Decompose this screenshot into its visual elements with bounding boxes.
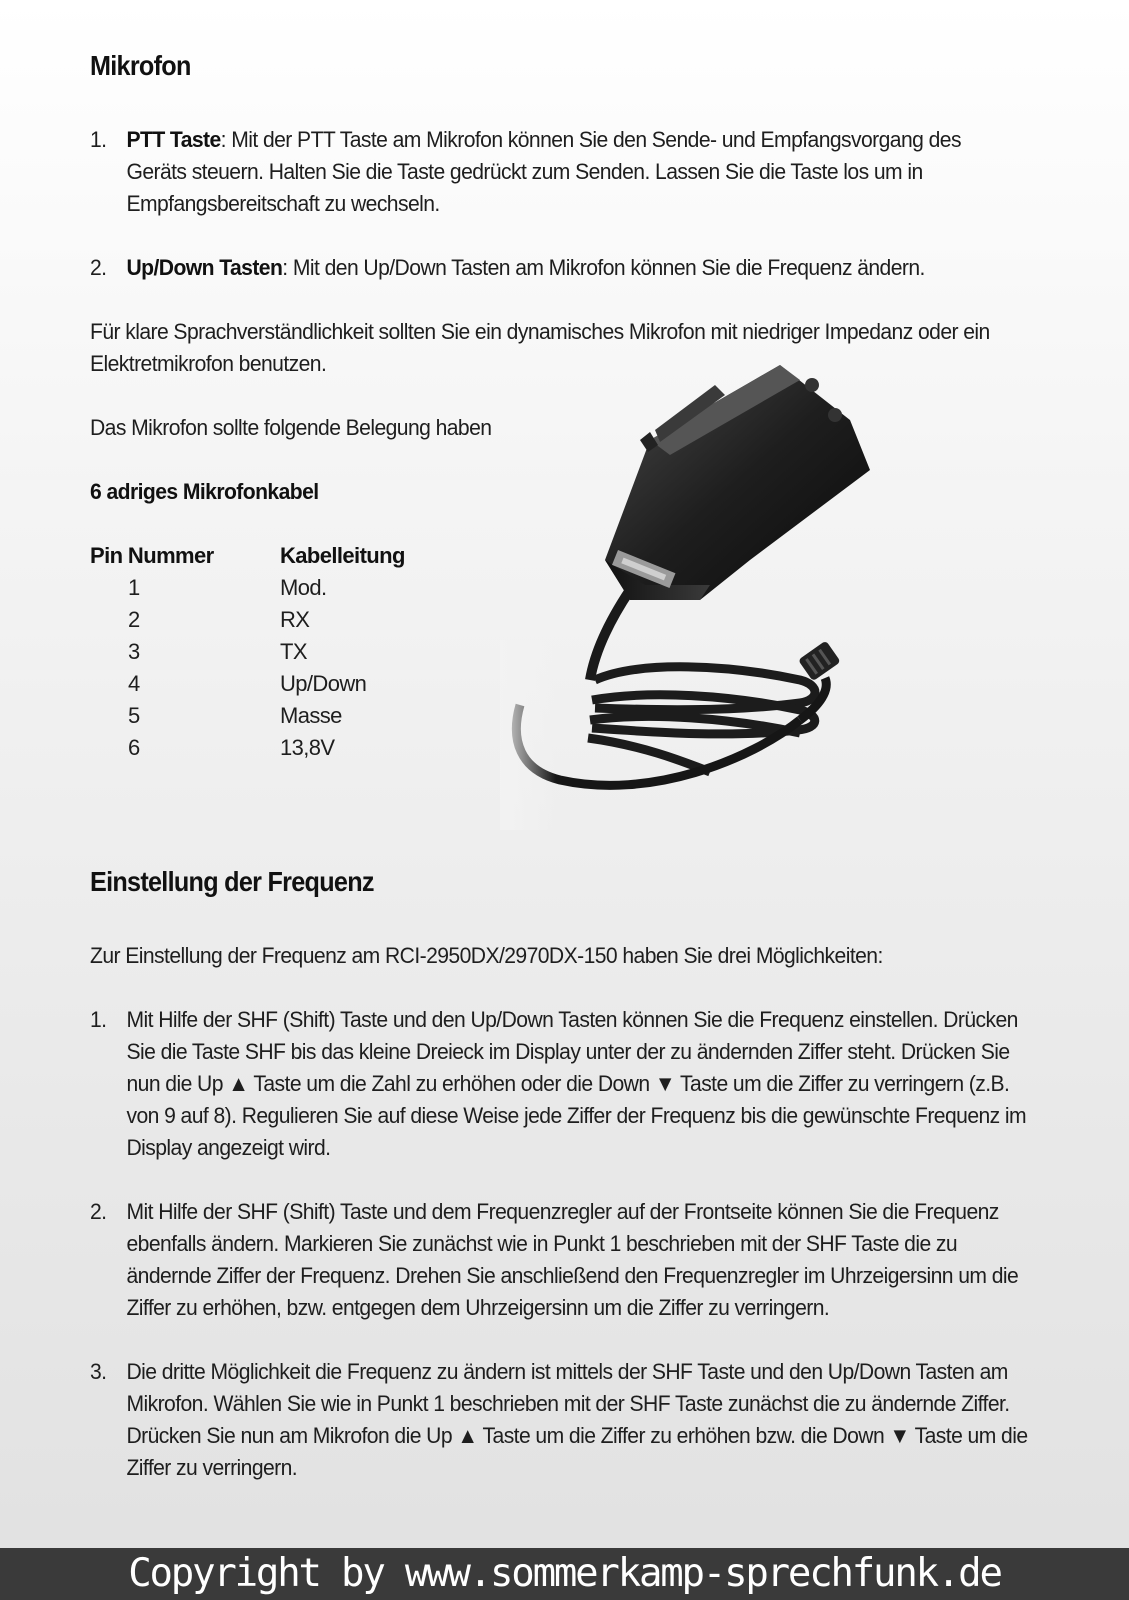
list-item-text: Die dritte Möglichkeit die Frequenz zu ändern ist mittels der SHF Taste und den Up/Down Tasten am Mikrofon. Wählen Sie wie in Punkt 1 beschrieben mit der SHF Taste zunächst die zu ändernde Ziffer. Drücken Sie nun am Mikrofon die Up ▲ Taste um die Ziffer zu erhöhen bzw. die Down ▼ Taste um die Ziffer zu verringern. bbox=[126, 1359, 1028, 1480]
mikrofon-button-list bbox=[90, 124, 1021, 284]
list-item-number: 2. bbox=[90, 1199, 107, 1224]
table-row bbox=[90, 572, 405, 604]
pin-number: 6 bbox=[128, 735, 140, 760]
list-item bbox=[90, 1356, 1029, 1484]
list-item-text: : Mit den Up/Down Tasten am Mikrofon können Sie die Frequenz ändern. bbox=[282, 255, 925, 280]
table-row bbox=[90, 604, 405, 636]
table-row bbox=[90, 636, 405, 668]
column-header-pin: Pin Nummer bbox=[90, 543, 214, 568]
section-title-frequenz: Einstellung der Frequenz bbox=[90, 866, 374, 897]
list-item-number: 1. bbox=[90, 127, 107, 152]
pin-number: 1 bbox=[128, 575, 140, 600]
pin-number: 4 bbox=[128, 671, 140, 696]
list-item-text: Mit Hilfe der SHF (Shift) Taste und dem Frequenzregler auf der Frontseite können Sie die Frequenz ebenfalls ändern. Markieren Sie zunächst wie in Punkt 1 beschrieben mit der SHF Taste die zu ändernde Ziffer der Frequenz. Drehen Sie anschließend den Frequenzregler im Uhrzeigersinn um die Ziffer zu erhöhen, bzw. entgegen dem Uhrzeigersinn um die Ziffer zu verringern. bbox=[126, 1199, 1019, 1320]
pin-table bbox=[90, 540, 405, 764]
cable-line: Mod. bbox=[280, 575, 327, 600]
microphone-recommendation-text: Für klare Sprachverständlichkeit sollten Sie ein dynamisches Mikrofon mit niedriger Impedanz oder ein Elektretmikrofon benutzen. bbox=[90, 319, 990, 376]
cable-line: Masse bbox=[280, 703, 342, 728]
list-item bbox=[90, 1196, 1029, 1324]
list-item-number: 1. bbox=[90, 1007, 107, 1032]
table-header-row bbox=[90, 540, 405, 572]
pin-number: 3 bbox=[128, 639, 140, 664]
cable-line: 13,8V bbox=[280, 735, 335, 760]
list-item-text: : Mit der PTT Taste am Mikrofon können Sie den Sende- und Empfangsvorgang des Geräts steuern. Halten Sie die Taste gedrückt zum Senden. Lassen Sie die Taste los um in Empfangsbereitschaft zu wechseln. bbox=[126, 127, 961, 216]
copyright-footer: Copyright by www.sommerkamp-sprechfunk.de bbox=[0, 1548, 1129, 1600]
list-item-text: Mit Hilfe der SHF (Shift) Taste und den Up/Down Tasten können Sie die Frequenz einstellen. Drücken Sie die Taste SHF bis das kleine Dreieck im Display unter der zu ändernden Ziffer steht. Drücken Sie nun die Up ▲ Taste um die Zahl zu erhöhen oder die Down ▼ Taste um die Ziffer zu verringern (z.B. von 9 auf 8). Regulieren Sie auf diese Weise jede Ziffer der Frequenz bis die gewünschte Frequenz im Display angezeigt wird. bbox=[126, 1007, 1027, 1160]
list-item-number: 3. bbox=[90, 1359, 107, 1384]
pin-number: 2 bbox=[128, 607, 140, 632]
microphone-photo bbox=[500, 360, 880, 830]
cable-line: TX bbox=[280, 639, 307, 664]
table-row bbox=[90, 668, 405, 700]
section-title-mikrofon: Mikrofon bbox=[90, 50, 191, 81]
pin-number: 5 bbox=[128, 703, 140, 728]
cable-line: Up/Down bbox=[280, 671, 367, 696]
list-item-number: 2. bbox=[90, 255, 107, 280]
table-row bbox=[90, 732, 405, 764]
column-header-cable: Kabelleitung bbox=[280, 543, 405, 568]
list-item-term: Up/Down Tasten bbox=[126, 255, 283, 280]
cable-line: RX bbox=[280, 607, 310, 632]
table-row bbox=[90, 700, 405, 732]
list-item bbox=[90, 252, 1021, 284]
pin-assignment-intro: Das Mikrofon sollte folgende Belegung haben bbox=[90, 415, 492, 440]
frequenz-method-list bbox=[90, 1004, 1029, 1484]
frequenz-intro: Zur Einstellung der Frequenz am RCI-2950DX/2970DX-150 haben Sie drei Möglichkeiten: bbox=[90, 943, 883, 968]
list-item bbox=[90, 1004, 1029, 1164]
list-item-term: PTT Taste bbox=[126, 127, 221, 152]
list-item bbox=[90, 124, 1021, 220]
cable-heading: 6 adriges Mikrofonkabel bbox=[90, 479, 319, 504]
